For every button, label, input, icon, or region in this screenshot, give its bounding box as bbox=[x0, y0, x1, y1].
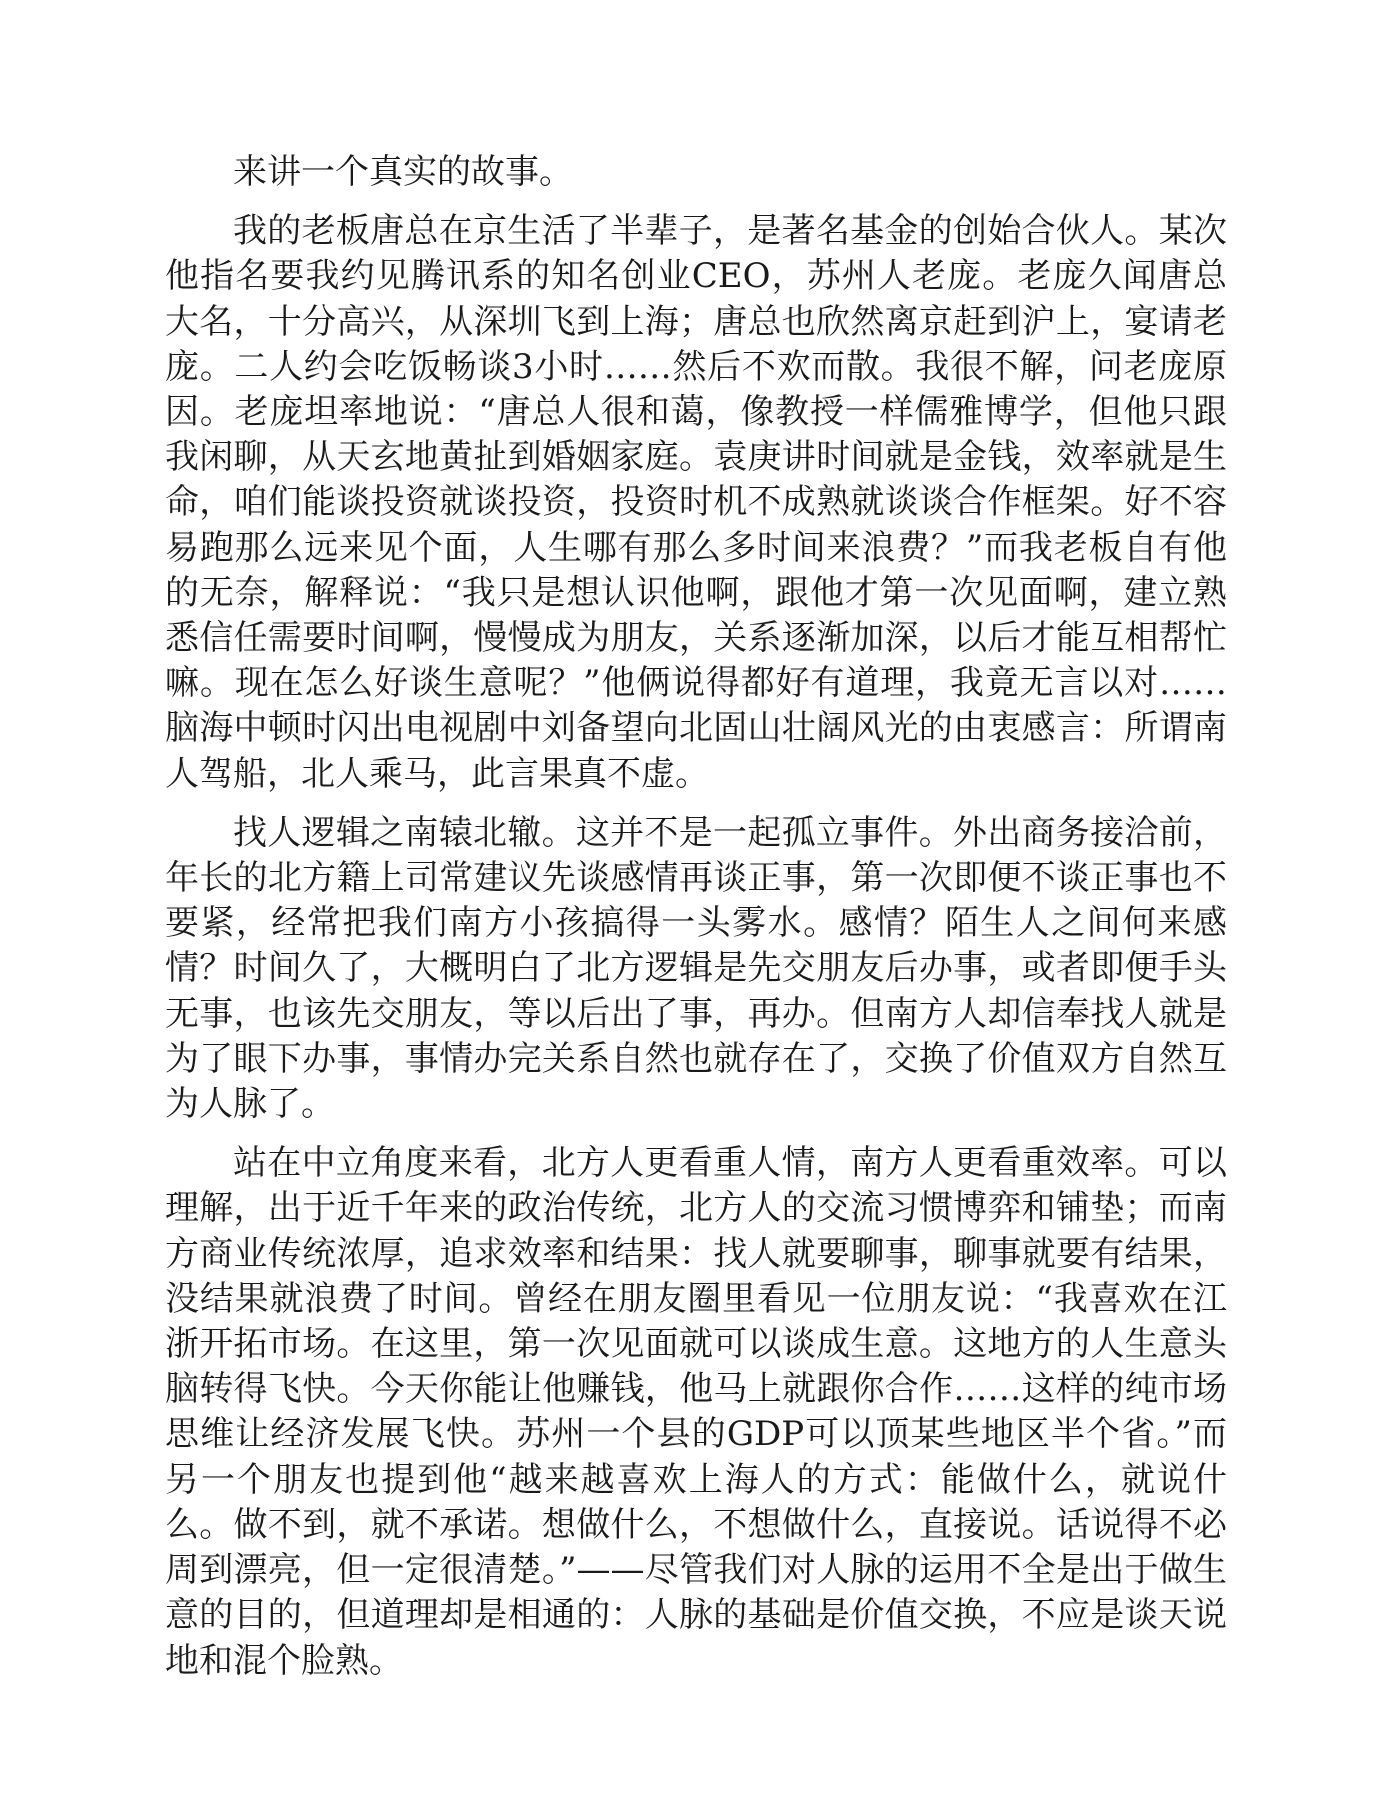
paragraph-north-south-logic: 找人逻辑之南辕北辙。这并不是一起孤立事件。外出商务接洽前，年长的北方籍上司常建议先谈感情再谈正事，第一次即便不谈正事也不要紧，经常把我们南方小孩搞得一头雾水。感情？陌生人之间何来感情？时间久了，大概明白了北方逻辑是先交朋友后办事，或者即便手头无事，也该先交朋友，等以后出了事，再办。但南方人却信奉找人就是为了眼下办事，事情办完关系自然也就存在了，交换了价值双方自然互为人脉了。 bbox=[165, 812, 1227, 1125]
document-page bbox=[165, 150, 1227, 1698]
paragraph-story: 我的老板唐总在京生活了半辈子，是著名基金的创始合伙人。某次他指名要我约见腾讯系的知名创业CEO，苏州人老庞。老庞久闻唐总大名，十分高兴，从深圳飞到上海；唐总也欣然离京赶到沪上，宴请老庞。二人约会吃饭畅谈3小时……然后不欢而散。我很不解，问老庞原因。老庞坦率地说：“唐总人很和蔼，像教授一样儒雅博学，但他只跟我闲聊，从天玄地黄扯到婚姻家庭。袁庚讲时间就是金钱，效率就是生命，咱们能谈投资就谈投资，投资时机不成熟就谈谈合作框架。好不容易跑那么远来见个面，人生哪有那么多时间来浪费？”而我老板自有他的无奈，解释说：“我只是想认识他啊，跟他才第一次见面啊，建立熟悉信任需要时间啊，慢慢成为朋友，关系逐渐加深，以后才能互相帮忙嘛。现在怎么好谈生意呢？”他俩说得都好有道理，我竟无言以对……脑海中顿时闪出电视剧中刘备望向北固山壮阔风光的由衷感言：所谓南人驾船，北人乘马，此言果真不虚。 bbox=[165, 211, 1227, 794]
paragraph-intro: 来讲一个真实的故事。 bbox=[233, 152, 573, 192]
paragraph-neutral-view: 站在中立角度来看，北方人更看重人情，南方人更看重效率。可以理解，出于近千年来的政治传统，北方人的交流习惯博弈和铺垫；而南方商业传统浓厚，追求效率和结果：找人就要聊事，聊事就要有结果，没结果就浪费了时间。曾经在朋友圈里看见一位朋友说：“我喜欢在江浙开拓市场。在这里，第一次见面就可以谈成生意。这地方的人生意头脑转得飞快。今天你能让他赚钱，他马上就跟你合作……这样的纯市场思维让经济发展飞快。苏州一个县的GDP可以顶某些地区半个省。”而另一个朋友也提到他“越来越喜欢上海人的方式：能做什么，就说什么。做不到，就不承诺。想做什么，不想做什么，直接说。话说得不必周到漂亮，但一定很清楚。”——尽管我们对人脉的运用不全是出于做生意的目的，但道理却是相通的：人脉的基础是价值交换，不应是谈天说地和混个脸熟。 bbox=[165, 1143, 1227, 1681]
